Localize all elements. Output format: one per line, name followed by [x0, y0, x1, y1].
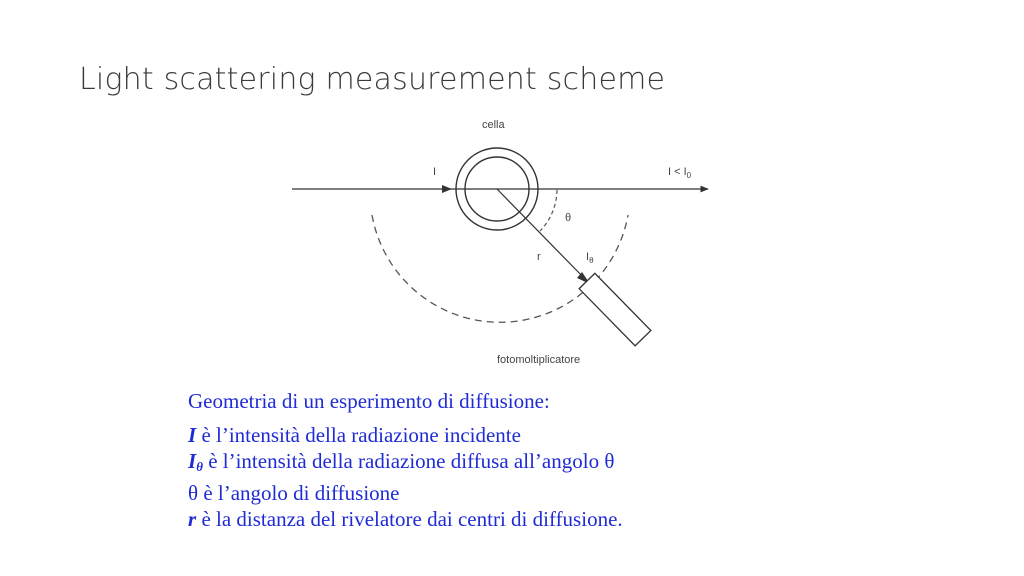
angle-label: θ [565, 212, 572, 224]
symbol-I: I [188, 423, 197, 447]
distance-label: r [537, 251, 541, 263]
cell-label: cella [482, 119, 505, 131]
transmitted-subscript: 0 [686, 171, 692, 180]
caption-line-angle: θ è l’angolo di diffusione [188, 481, 400, 505]
symbol-r: r [188, 507, 197, 531]
scattered-subscript: θ [589, 256, 594, 265]
photomultiplier [579, 273, 651, 346]
slide-title: Light scattering measurement scheme [79, 62, 666, 97]
scattered-label: $I_\theta$ [586, 251, 594, 265]
angle-arc [540, 190, 557, 231]
caption [188, 388, 623, 532]
scattered-beam [497, 189, 587, 281]
transmitted-label: $I < I_0$ [668, 166, 692, 180]
caption-line-scattered: $I_\theta$ è l’intensità della radiazione diffusa all’angolo θ [188, 449, 615, 474]
caption-line-incident: I è l’intensità della radiazione incidente [188, 423, 521, 447]
symbol-theta: θ [188, 481, 199, 505]
caption-heading: Geometria di un esperimento di diffusione: [188, 389, 550, 413]
detector-label: fotomoltiplicatore [497, 354, 581, 366]
caption-line-distance: r è la distanza del rivelatore dai centri di diffusione. [188, 507, 623, 531]
symbol-I-theta: I [188, 449, 197, 473]
detector-arc [372, 215, 628, 322]
symbol-theta-subscript: θ [196, 459, 203, 474]
incident-label: I [433, 166, 437, 178]
incident-arrow [442, 185, 452, 193]
